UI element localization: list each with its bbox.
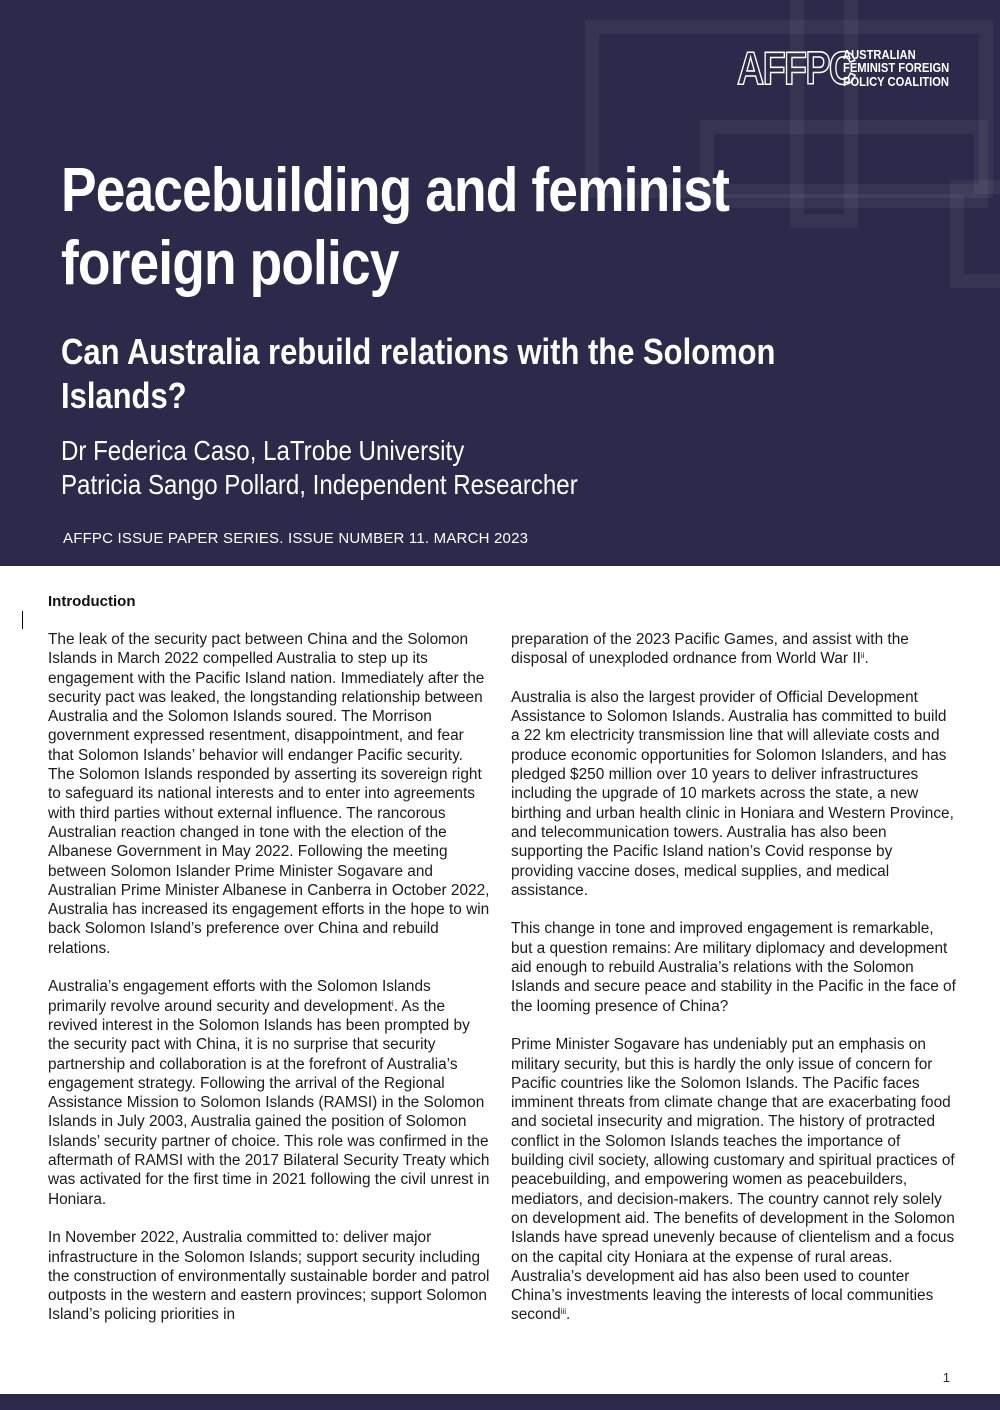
logo-line: POLICY COALITION — [843, 73, 950, 89]
paragraph — [511, 630, 957, 669]
paragraph — [48, 977, 490, 1209]
paragraph-text: Prime Minister Sogavare has undeniably put an emphasis on military security, but this is hardly the only issue of concern for Pacific countries like the Solomon Islands. The Pacific faces imminent threats from climate change that are exacerbating food and societal insecurity and migration. The history of protracted conflict in the Solomon Islands teaches the importance of building civil society, allowing customary and spiritual practices of peacebuilding, and empowering women as peacebuilders, mediators, and decision-makers. The country cannot rely solely on development aid. The benefits of development in the Solomon Islands have spread unevenly because of clientelism and a focus on the capital city Honiara at the expense of rural areas. Australia’s development aid has also been used to counter China’s investments leaving the interests of local communities second — [511, 1036, 955, 1324]
left-column — [48, 630, 490, 1344]
page-number: 1 — [942, 1370, 950, 1385]
endnote-ref[interactable]: iii — [560, 1307, 566, 1317]
logo-line: AUSTRALIAN — [843, 46, 916, 62]
endnote-ref[interactable]: i — [391, 998, 394, 1008]
paragraph-text: Australia’s engagement efforts with the Solomon Islands primarily revolve around security and development — [48, 978, 431, 1015]
logo-mark: AFFPC — [737, 42, 855, 94]
cover-header — [0, 0, 1000, 566]
text-cursor — [22, 611, 23, 629]
endnote-ref[interactable]: ii — [860, 651, 865, 661]
logo-line: FEMINIST FOREIGN — [843, 60, 950, 76]
page-subtitle — [61, 330, 869, 418]
footer-bar — [0, 1394, 1000, 1410]
author-pollard: Patricia Sango Pollard, Independent Researcher — [61, 469, 578, 500]
subtitle-line: Can Australia rebuild relations with the Solomon — [61, 331, 776, 372]
logo-text — [843, 48, 949, 89]
section-heading: Introduction — [48, 593, 136, 610]
paragraph: This change in tone and improved engagement is remarkable, but a question remains: Are military diplomacy and development aid enough to rebuild Australia’s relations with the Solomon Islands and secure peace and stability in the Pacific in the face of the looming presence of China? — [511, 920, 956, 1015]
paragraph-text: preparation of the 2023 Pacific Games, and assist with the disposal of unexploded ordnance from World War II — [511, 631, 909, 668]
paragraph-text: . — [565, 1306, 571, 1324]
affpc-logo — [737, 42, 967, 94]
series-label: AFFPC ISSUE PAPER SERIES. ISSUE NUMBER 11. MARCH 2023 — [63, 530, 529, 547]
title-line: Peacebuilding and feminist — [61, 156, 729, 225]
paragraph — [511, 1035, 957, 1324]
title-line: foreign policy — [61, 229, 399, 298]
paragraph: The leak of the security pact between China and the Solomon Islands in March 2022 compelled Australia to step up its engagement with the Pacific Island nation. Immediately after the security pact was leaked, the longstanding relationship between Australia and the Solomon Islands soured. The Morrison government expressed resentment, disappointment, and fear that Solomon Islands’ behavior will endanger Pacific security. The Solomon Islands responded by asserting its sovereign right to safeguard its national interests and to enter into agreements with third parties without external influence. The rancorous Australian reaction changed in tone with the election of the Albanese Government in May 2022. Following the meeting between Solomon Islander Prime Minister Sogavare and Australian Prime Minister Albanese in Canberra in October 2022, Australia has increased its engagement efforts in the hope to win back Solomon Island’s preference over China and rebuild relations. — [48, 631, 490, 957]
right-column — [511, 630, 957, 1344]
subtitle-line: Islands? — [61, 375, 187, 416]
paragraph-text: . — [864, 650, 869, 668]
author-caso: Dr Federica Caso, LaTrobe University — [61, 435, 465, 466]
paragraph: Australia is also the largest provider of Official Development Assistance to Solomon Islands. Australia has committed to build a 22 km electricity transmission line that will alleviate costs and produce economic opportunities for Solomon Islanders, and has pledged $250 million over 10 years to deliver infrastructures including the upgrade of 10 markets across the state, a new birthing and urban health clinic in Honiara and Western Province, and telecommunication towers. Australia has also been supporting the Pacific Island nation’s Covid response by providing vaccine doses, medical supplies, and medical assistance. — [511, 688, 954, 899]
page-title — [61, 154, 818, 300]
paragraph: In November 2022, Australia committed to: deliver major infrastructure in the Solomon Islands; support security including the construction of environmentally sustainable border and patrol outposts in the western and eastern provinces; support Solomon Island’s policing priorities in — [48, 1229, 490, 1324]
paragraph-text: . As the revived interest in the Solomon Islands has been prompted by the security pact with China, it is no surprise that security partnership and collaboration is at the forefront of Australia’s engagement strategy. Following the arrival of the Regional Assistance Mission to Solomon Islands (RAMSI) in the Solomon Islands in July 2003, Australia gained the position of Solomon Islands’ security partner of choice. This role was confirmed in the aftermath of RAMSI with the 2017 Bilateral Security Treaty which was activated for the first time in 2021 following the civil unrest in Honiara. — [48, 997, 490, 1208]
